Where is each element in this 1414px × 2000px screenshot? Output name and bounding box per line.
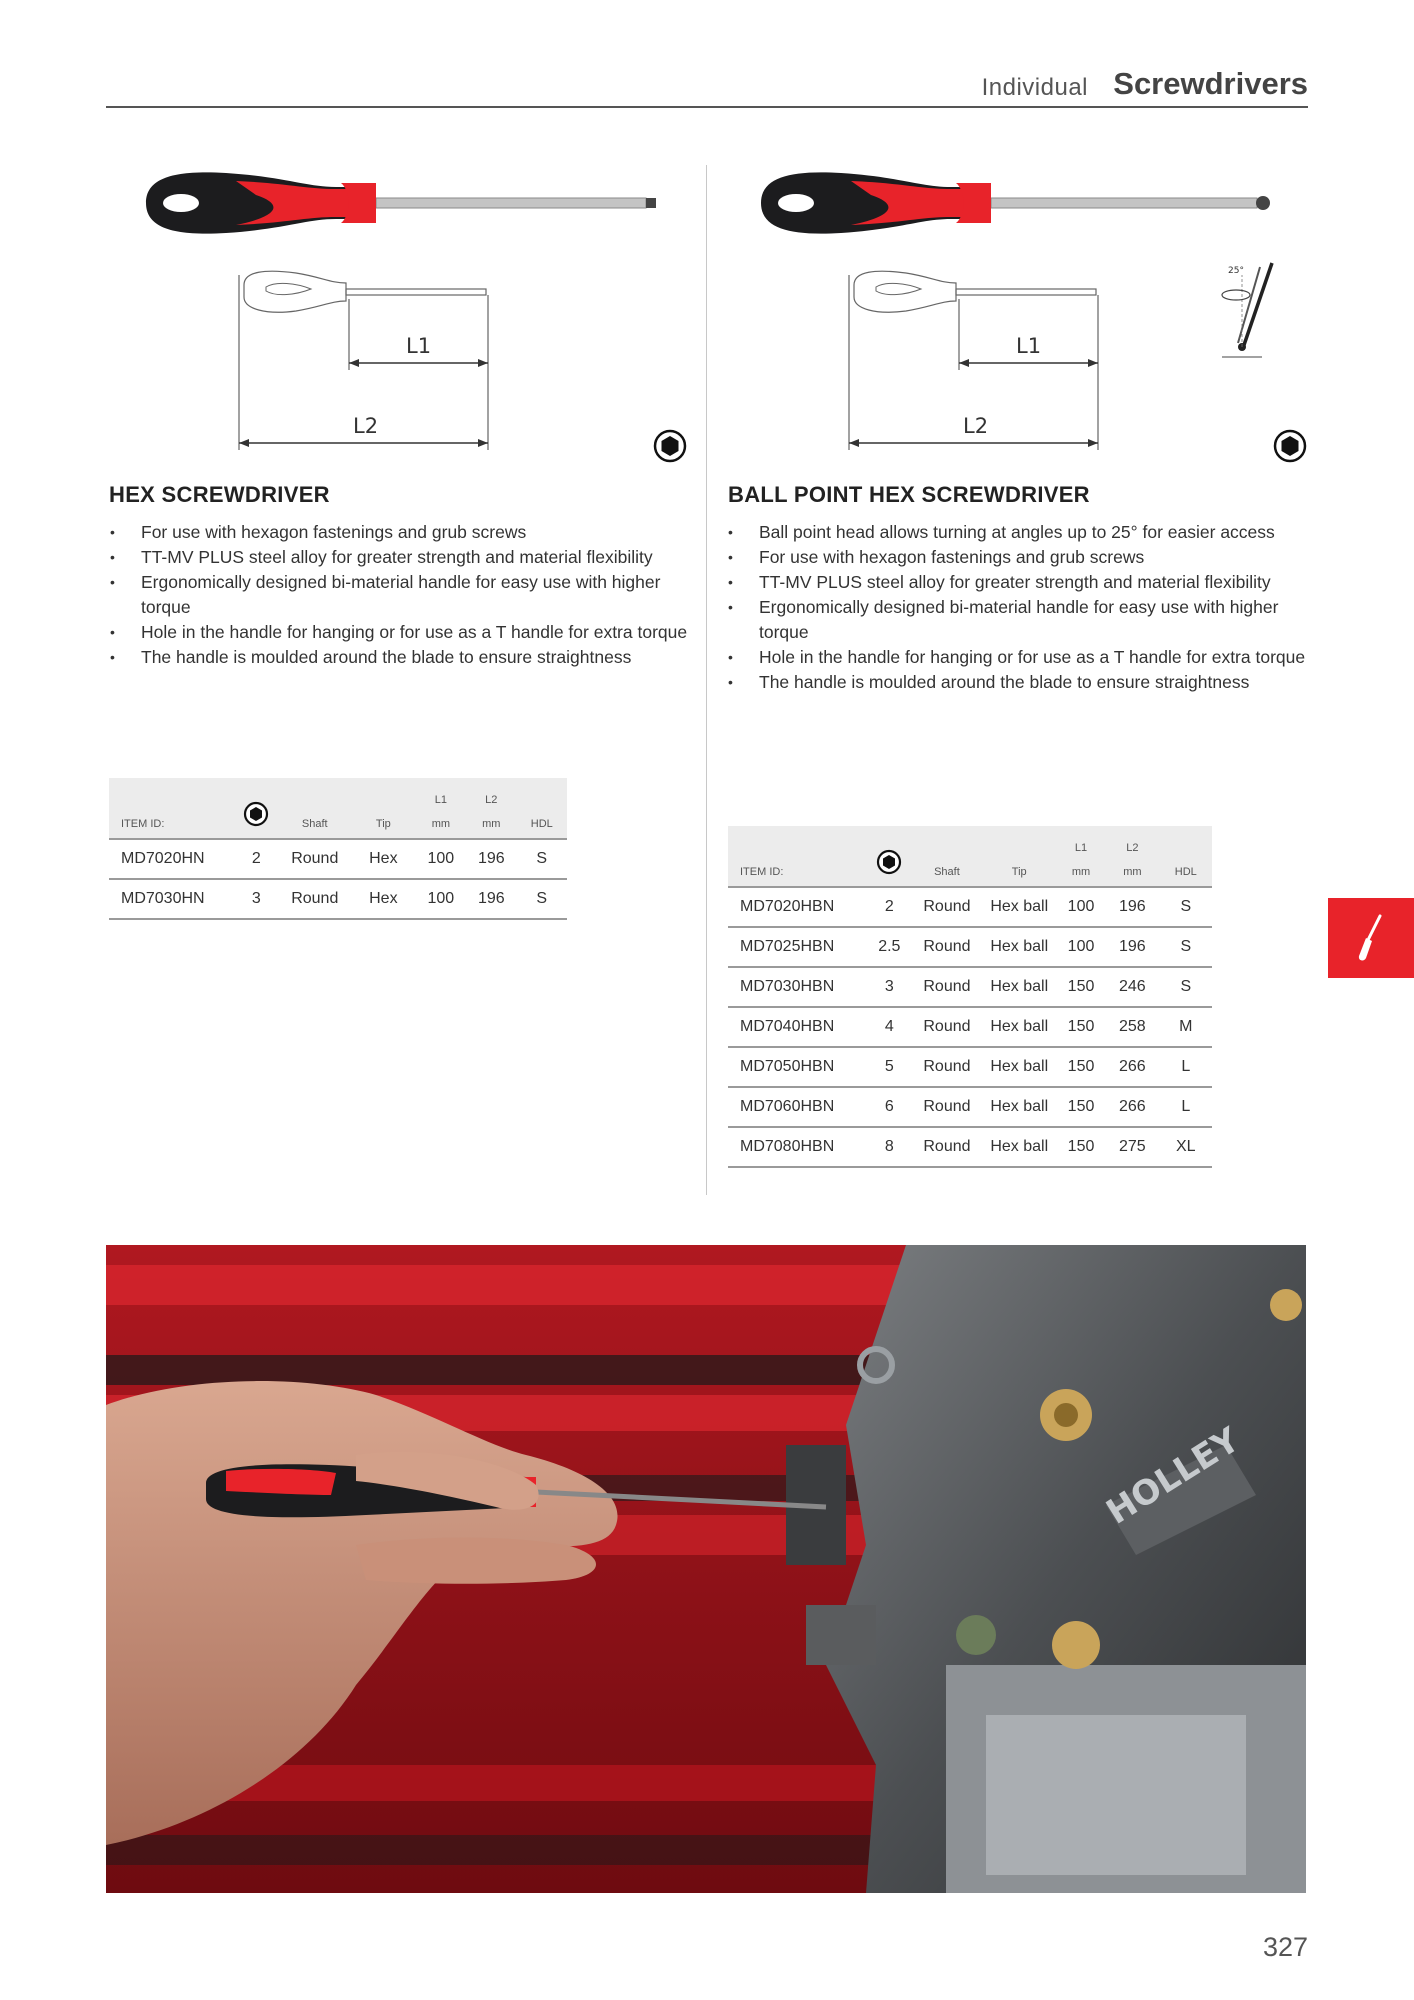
hdl: S	[1160, 887, 1212, 927]
feature-item: • Ergonomically designed bi-material handle for easy use with higher torque	[726, 595, 1316, 645]
item-id: MD7030HBN	[728, 967, 866, 1007]
tip: Hex ball	[982, 887, 1057, 927]
feature-item: • Ball point head allows turning at angles up to 25° for easier access	[726, 520, 1316, 545]
size: 8	[866, 1127, 912, 1167]
size: 4	[866, 1007, 912, 1047]
col-tip: Tip	[982, 826, 1057, 887]
page-title: Screwdrivers	[1113, 66, 1308, 101]
col-hdl: HDL	[1160, 826, 1212, 887]
size: 3	[866, 967, 912, 1007]
tip: Hex ball	[982, 1007, 1057, 1047]
size: 3	[234, 879, 278, 919]
size: 5	[866, 1047, 912, 1087]
angle-label: 25°	[1228, 266, 1244, 276]
col-item-id: ITEM ID:	[109, 778, 234, 839]
size: 6	[866, 1087, 912, 1127]
spec-table	[728, 826, 1212, 1168]
table-row	[109, 879, 567, 919]
item-id: MD7025HBN	[728, 927, 866, 967]
l1: 150	[1057, 1007, 1105, 1047]
col-size	[866, 826, 912, 887]
column-divider	[706, 165, 707, 1195]
l2: 196	[466, 839, 516, 879]
l1-label: L1	[1016, 334, 1042, 358]
hdl: XL	[1160, 1127, 1212, 1167]
l2: 196	[1105, 927, 1159, 967]
l1-unit: mm	[1071, 866, 1091, 878]
col-tip: Tip	[351, 778, 416, 839]
hdl: S	[517, 839, 567, 879]
table-row	[728, 1007, 1212, 1047]
col-item-id: ITEM ID:	[728, 826, 866, 887]
feature-item: • Hole in the handle for hanging or for use as a T handle for extra torque	[726, 645, 1316, 670]
col-size	[234, 778, 278, 839]
l2-head: L2	[485, 794, 498, 806]
feature-item: • For use with hexagon fastenings and grub screws	[726, 545, 1316, 570]
ball-point-dimension-diagram	[846, 265, 1156, 455]
feature-list	[726, 520, 1316, 695]
table-header-row	[109, 778, 567, 839]
hex-tip-icon	[1272, 428, 1308, 464]
l2: 266	[1105, 1087, 1159, 1127]
hdl: S	[1160, 927, 1212, 967]
hdl: M	[1160, 1007, 1212, 1047]
table-row	[728, 1127, 1212, 1167]
l1: 100	[1057, 927, 1105, 967]
shaft: Round	[912, 927, 981, 967]
hex-socket-icon	[243, 801, 269, 827]
hex-screwdriver-image	[136, 165, 666, 245]
tip: Hex ball	[982, 1047, 1057, 1087]
feature-item: • The handle is moulded around the blade to ensure straightness	[726, 670, 1316, 695]
item-id: MD7050HBN	[728, 1047, 866, 1087]
l2-label: L2	[353, 414, 379, 438]
item-id: MD7020HBN	[728, 887, 866, 927]
l2-unit: mm	[482, 818, 501, 830]
tip: Hex ball	[982, 1127, 1057, 1167]
item-id: MD7080HBN	[728, 1127, 866, 1167]
product-heading: HEX SCREWDRIVER	[109, 482, 330, 507]
table-row	[728, 1047, 1212, 1087]
table-row	[109, 839, 567, 879]
hex-socket-icon	[876, 849, 902, 875]
ball-angle-diagram	[1214, 255, 1284, 365]
tip: Hex ball	[982, 927, 1057, 967]
spec-table	[109, 778, 567, 920]
size: 2	[866, 887, 912, 927]
shaft: Round	[912, 1007, 981, 1047]
l1-label: L1	[406, 334, 432, 358]
workshop-photo	[106, 1245, 1306, 1893]
screwdriver-icon	[1328, 898, 1414, 978]
col-hdl: HDL	[517, 778, 567, 839]
l2: 275	[1105, 1127, 1159, 1167]
l1-unit: mm	[431, 818, 451, 830]
section-tab[interactable]	[1328, 898, 1414, 978]
table-header-row	[728, 826, 1212, 887]
col-l2	[1105, 826, 1159, 887]
feature-item: • Ergonomically designed bi-material handle for easy use with higher torque	[108, 570, 693, 620]
l2: 258	[1105, 1007, 1159, 1047]
table-row	[728, 927, 1212, 967]
shaft: Round	[278, 839, 351, 879]
col-l1	[1057, 826, 1105, 887]
item-id: MD7040HBN	[728, 1007, 866, 1047]
size: 2.5	[866, 927, 912, 967]
l2-unit: mm	[1123, 866, 1142, 878]
table-row	[728, 887, 1212, 927]
tip: Hex ball	[982, 1087, 1057, 1127]
l1: 100	[1057, 887, 1105, 927]
l1-head: L1	[434, 794, 447, 806]
l1: 150	[1057, 1087, 1105, 1127]
page-header	[106, 60, 1308, 108]
hex-dimension-diagram	[236, 265, 546, 455]
l1-head: L1	[1074, 842, 1088, 854]
item-id: MD7030HN	[109, 879, 234, 919]
col-l1	[416, 778, 466, 839]
col-shaft: Shaft	[912, 826, 981, 887]
shaft: Round	[912, 887, 981, 927]
shaft: Round	[912, 1127, 981, 1167]
engraving-label: HOLLEY	[1099, 1419, 1247, 1533]
feature-list	[108, 520, 693, 670]
l2: 196	[1105, 887, 1159, 927]
l2-head: L2	[1126, 842, 1139, 854]
product-heading: BALL POINT HEX SCREWDRIVER	[728, 482, 1090, 507]
col-shaft: Shaft	[278, 778, 351, 839]
l1: 100	[416, 879, 466, 919]
shaft: Round	[912, 1047, 981, 1087]
feature-item: • Hole in the handle for hanging or for use as a T handle for extra torque	[108, 620, 693, 645]
hdl: S	[1160, 967, 1212, 1007]
l2-label: L2	[963, 414, 989, 438]
feature-item: • TT-MV PLUS steel alloy for greater strength and material flexibility	[726, 570, 1316, 595]
hdl: L	[1160, 1087, 1212, 1127]
feature-item: • The handle is moulded around the blade to ensure straightness	[108, 645, 693, 670]
tip: Hex	[351, 879, 416, 919]
hdl: S	[517, 879, 567, 919]
tip: Hex ball	[982, 967, 1057, 1007]
item-id: MD7020HN	[109, 839, 234, 879]
col-l2	[466, 778, 516, 839]
table-row	[728, 967, 1212, 1007]
hdl: L	[1160, 1047, 1212, 1087]
shaft: Round	[912, 1087, 981, 1127]
tip: Hex	[351, 839, 416, 879]
l1: 150	[1057, 1047, 1105, 1087]
table-row	[728, 1087, 1212, 1127]
hex-tip-icon	[652, 428, 688, 464]
category-label: Individual	[981, 74, 1088, 101]
item-id: MD7060HBN	[728, 1087, 866, 1127]
shaft: Round	[912, 967, 981, 1007]
l2: 266	[1105, 1047, 1159, 1087]
ball-point-screwdriver-image	[751, 165, 1281, 245]
page-number: 327	[1262, 1932, 1308, 1962]
l2: 196	[466, 879, 516, 919]
l1: 150	[1057, 967, 1105, 1007]
l1: 100	[416, 839, 466, 879]
feature-item: • TT-MV PLUS steel alloy for greater strength and material flexibility	[108, 545, 693, 570]
l2: 246	[1105, 967, 1159, 1007]
size: 2	[234, 839, 278, 879]
shaft: Round	[278, 879, 351, 919]
feature-item: • For use with hexagon fastenings and grub screws	[108, 520, 693, 545]
l1: 150	[1057, 1127, 1105, 1167]
